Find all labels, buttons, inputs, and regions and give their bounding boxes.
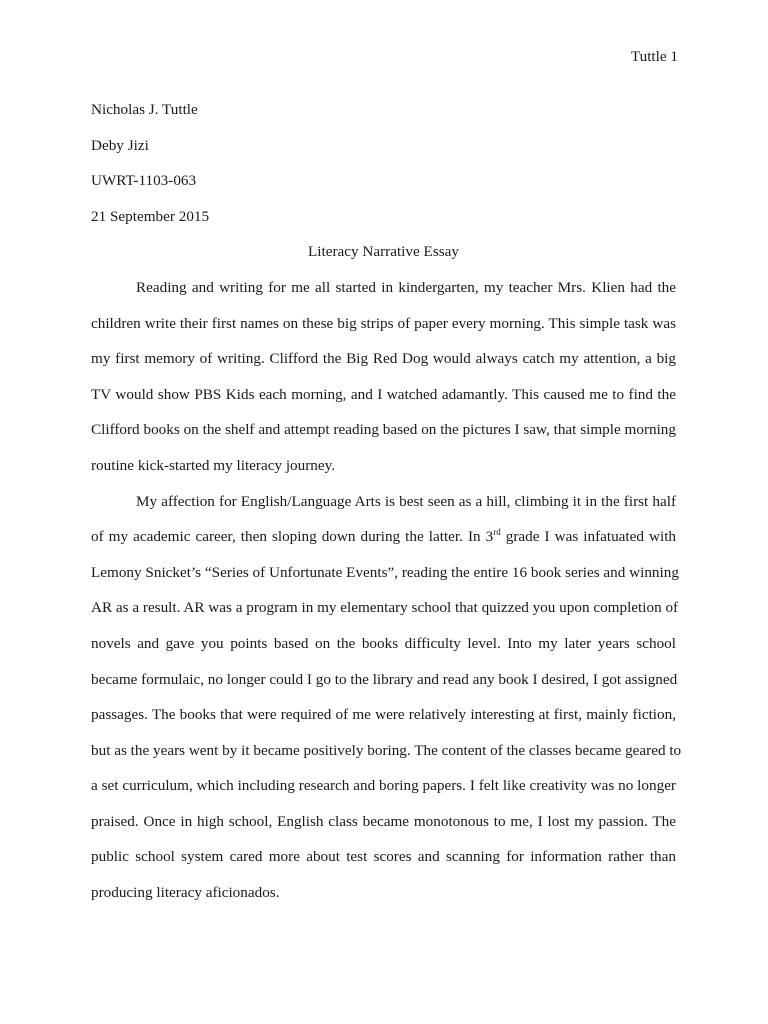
author-name: Nicholas J. Tuttle (91, 101, 198, 118)
course-code: UWRT-1103-063 (91, 172, 197, 190)
paragraph-line: children write their first names on these big strips of paper every morning. This simple task was (91, 314, 676, 332)
paragraph-line: AR as a result. AR was a program in my elementary school that quizzed you upon completion of (91, 599, 679, 617)
essay-title: Literacy Narrative Essay (308, 243, 459, 261)
paragraph-line: of my academic career, then sloping down during the latter. In 3rd grade I was infatuated with (91, 527, 677, 546)
paragraph-line: Clifford books on the shelf and attempt reading based on the pictures I saw, that simple morning (91, 421, 676, 439)
paragraph-line: praised. Once in high school, English class became monotonous to me, I lost my passion. The (91, 812, 676, 830)
ordinal-superscript: rd (493, 527, 501, 538)
paragraph-line: became formulaic, no longer could I go to the library and read any book I desired, I got assigned (91, 670, 678, 688)
essay-body (91, 92, 682, 911)
paragraph-line: My affection for English/Language Arts is best seen as a hill, climbing it in the first half (136, 492, 676, 510)
paragraph-line: my first memory of writing. Clifford the Big Red Dog would always catch my attention, a big (91, 350, 676, 368)
paragraph-line: but as the years went by it became positively boring. The content of the classes became geared to (91, 741, 682, 759)
paragraph-line: novels and gave you points based on the books difficulty level. Into my later years school (91, 634, 676, 652)
paragraph-1 (91, 270, 676, 484)
paragraph-line: passages. The books that were required of me were relatively interesting at first, mainly fiction, (91, 706, 676, 724)
paragraph-2 (91, 484, 682, 911)
paragraph-line: Reading and writing for me all started in kindergarten, my teacher Mrs. Klien had the (136, 278, 676, 296)
running-head: Tuttle 1 (630, 48, 678, 65)
essay-date: 21 September 2015 (91, 207, 210, 225)
paragraph-line: Lemony Snicket’s “Series of Unfortunate Events”, reading the entire 16 book series and winning (91, 563, 679, 581)
paragraph-line: TV would show PBS Kids each morning, and I watched adamantly. This caused me to find the (91, 385, 676, 403)
paragraph-line: routine kick-started my literacy journey. (91, 456, 336, 474)
paragraph-line: producing literacy aficionados. (91, 884, 280, 902)
instructor-name: Deby Jizi (91, 136, 149, 154)
paragraph-line: public school system cared more about test scores and scanning for information rather than (91, 848, 676, 866)
paragraph-line: a set curriculum, which including research and boring papers. I felt like creativity was no longer (91, 777, 676, 795)
